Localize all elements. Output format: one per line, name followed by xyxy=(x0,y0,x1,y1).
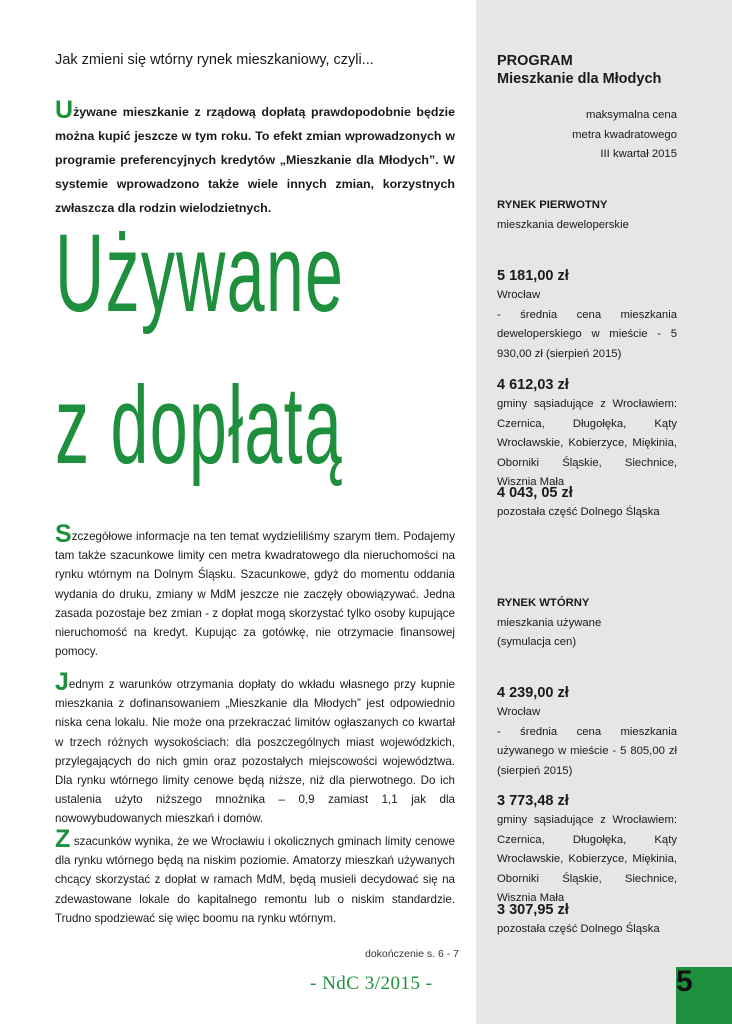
paragraph-text: szacunków wynika, że we Wrocławiu i okolicznych gminach limity cenowe dla rynku wtórnego będą na niskim poziomie. Amatorzy mieszkań używanych chcący skorzystać z dopłat w ramach MdM, będą musieli decydować się na zdewastowane lokale do kapitalnego remontu lub o niskim standardzie. Trudno spodziewać się więc boomu na rynku wtórnym. xyxy=(55,835,455,925)
sidebar-title-line2: Mieszkanie dla Młodych xyxy=(497,71,662,87)
primary-item xyxy=(497,483,677,523)
paragraph-1 xyxy=(55,520,455,661)
lead-text: żywane mieszkanie z rządową dopłatą prawdopodobnie będzie można kupić jeszcze w tym roku. To efekt zmian wprowadzonych w programie preferencyjnych kredytów „Mieszkanie dla Młodych”. W systemie wprowadzono także wiele innych zmian, korzystnych zwłaszcza dla rodzin wielodzietnych. xyxy=(55,105,455,215)
primary-market xyxy=(497,196,677,235)
secondary-head: RYNEK WTÓRNY xyxy=(497,597,590,609)
lead-paragraph xyxy=(55,96,455,220)
continued-note: dokończenie s. 6 - 7 xyxy=(365,948,459,960)
note-line: III kwartał 2015 xyxy=(600,148,677,160)
note-line: metra kwadratowego xyxy=(572,128,677,141)
price: 4 612,03 zł xyxy=(497,377,569,393)
secondary-sub: mieszkania używane xyxy=(497,616,602,629)
price: 3 773,48 zł xyxy=(497,793,569,809)
paragraph-2 xyxy=(55,668,455,829)
price: 4 239,00 zł xyxy=(497,685,569,701)
price-desc: Wrocław - średnia cena mieszkania deweloperskiego w mieście - 5 930,00 zł (sierpień 2015) xyxy=(497,289,677,360)
primary-item xyxy=(497,266,677,364)
price-desc: gminy sąsiadujące z Wrocławiem: Czernica, Długołęka, Kąty Wrocławskie, Kobierzyce, Miękinia, Oborniki Śląskie, Siechnice, Wisznia Mała xyxy=(497,398,677,488)
sidebar-title-line1: PROGRAM xyxy=(497,53,573,69)
dropcap: U xyxy=(55,96,74,124)
price: 4 043, 05 zł xyxy=(497,485,573,501)
secondary-item xyxy=(497,900,677,940)
paragraph-3 xyxy=(55,825,455,928)
dropcap: Z xyxy=(55,825,71,853)
issue-footer: - NdC 3/2015 - xyxy=(310,973,433,994)
price-desc: pozostała część Dolnego Śląska xyxy=(497,923,660,935)
price: 3 307,95 zł xyxy=(497,902,569,918)
price-desc: gminy sąsiadujące z Wrocławiem: Czernica, Długołęka, Kąty Wrocławskie, Kobierzyce, Miękinia, Oborniki Śląskie, Siechnice, Wisznia Mała xyxy=(497,814,677,904)
title-line-1: Używane xyxy=(55,212,345,335)
dropcap: J xyxy=(55,668,69,696)
primary-item xyxy=(497,375,677,493)
price: 5 181,00 zł xyxy=(497,268,569,284)
dropcap: S xyxy=(55,520,72,548)
secondary-market xyxy=(497,594,677,653)
note-line: maksymalna cena xyxy=(585,109,677,121)
primary-sub: mieszkania deweloperskie xyxy=(497,218,629,231)
paragraph-text: zczegółowe informacje na ten temat wydzieliliśmy szarym tłem. Podajemy tam także szacunkowe limity cen metra kwadratowego dla nieruchomości na rynku wtórnym na Dolnym Śląsku. Szacunkowe, gdyż do momentu oddania wydania do druku, zmiany w MdM jeszcze nie zaczęły obowiązywać. Jedna zasada pozostaje bez zmian - z dopłat mogą skorzystać tylko osoby kupujące nieruchomość na kredyt. Kupując za gotówkę, nie otrzymacie finansowej pomocy. xyxy=(55,530,455,659)
secondary-item xyxy=(497,791,677,909)
price-desc: pozostała część Dolnego Śląska xyxy=(497,506,660,518)
paragraph-text: ednym z warunków otrzymania dopłaty do wkładu własnego przy kupnie mieszkania z dofinansowaniem „Mieszkanie dla Młodych” jest odpowiednio niska cena lokalu. Nie może ona przekraczać limitów ogłaszanych co kwartał w trzech różnych wysokościach: dla poszczególnych miast wojewódzkich, przylegających do nich gmin oraz pozostałych miejscowości województwa. Dla rynku wtórnego limity cenowe będą niższe, niż dla pierwotnego. Do ich ustalenia użyto niższego mnożnika – 0,9 zamiast 1,1 jak dla nowowybudowanych mieszkań i domów. xyxy=(55,678,455,826)
secondary-sub: (symulacja cen) xyxy=(497,636,577,648)
kicker: Jak zmieni się wtórny rynek mieszkaniowy, czyli... xyxy=(55,52,374,68)
primary-head: RYNEK PIERWOTNY xyxy=(497,199,608,211)
secondary-item xyxy=(497,683,677,781)
page-number: 5 xyxy=(676,965,693,998)
sidebar-note xyxy=(497,106,677,165)
title-line-2: z dopłatą xyxy=(55,364,343,487)
price-desc: Wrocław - średnia cena mieszkania używanego w mieście - 5 805,00 zł (sierpień 2015) xyxy=(497,706,677,777)
sidebar-title xyxy=(497,52,677,88)
